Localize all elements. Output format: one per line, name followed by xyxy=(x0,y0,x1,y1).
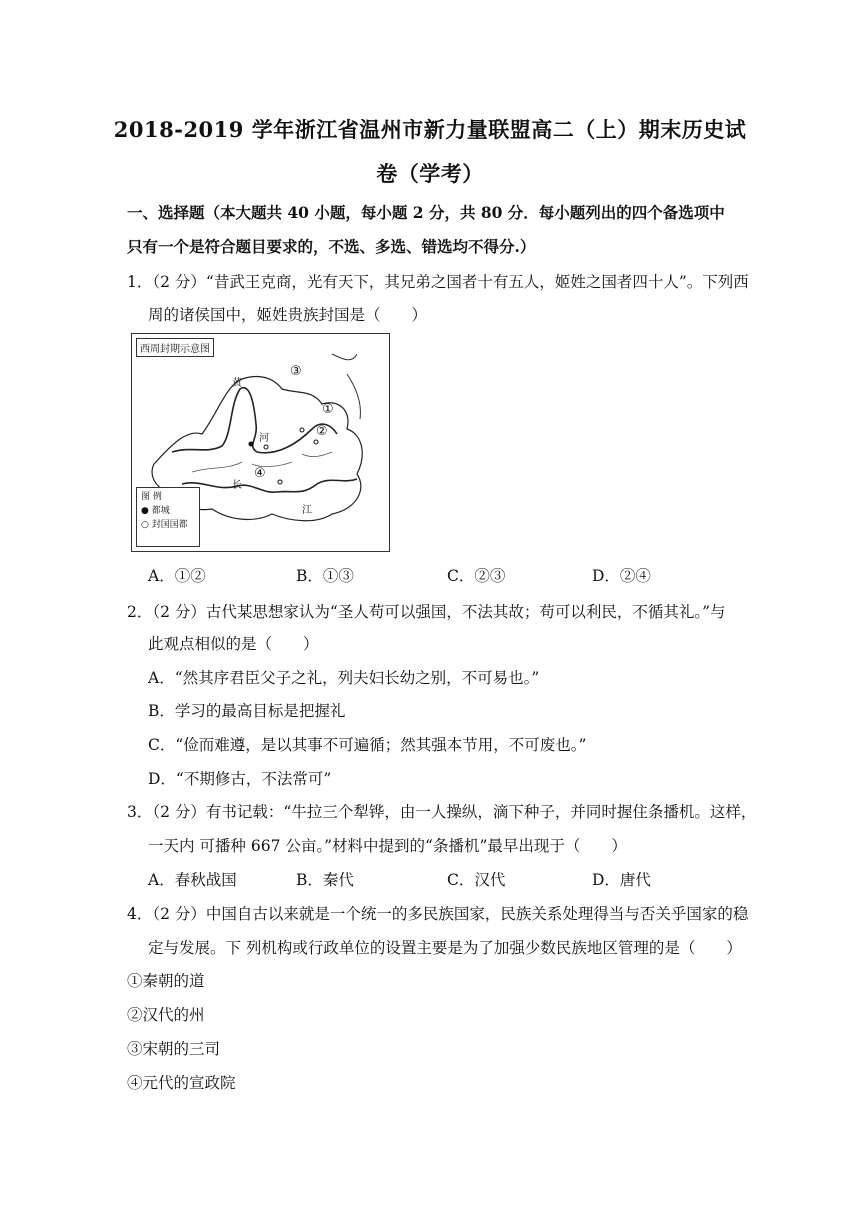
map-legend xyxy=(136,487,200,547)
q4-stem-line1: 4．（2 分）中国自古以来就是一个统一的多民族国家，民族关系处理得当与否关乎国家的稳 xyxy=(127,905,749,923)
q1-option-b[interactable]: B．①③ xyxy=(296,567,354,585)
western-zhou-map xyxy=(131,333,390,552)
exam-title-line1: 2018-2019 学年浙江省温州市新力量联盟高二（上）期末历史试 xyxy=(113,117,747,142)
q2-option-b[interactable]: B．学习的最高目标是把握礼 xyxy=(148,702,346,720)
q2-stem-line1: 2．（2 分）古代某思想家认为“圣人苟可以强国，不法其故；苟可以利民，不循其礼。”与 xyxy=(127,603,726,621)
map-label-he: 河 xyxy=(259,433,269,444)
q1-stem-line1: 1．（2 分）“昔武王克商，光有天下，其兄弟之国者十有五人，姬姓之国者四十人”。下列西 xyxy=(127,273,749,291)
q4-item-1: ①秦朝的道 xyxy=(127,972,205,990)
q3-option-a[interactable]: A．春秋战国 xyxy=(148,871,237,889)
q2-option-a[interactable]: A．“然其序君臣父子之礼，列夫妇长幼之别，不可易也。” xyxy=(148,669,540,687)
q4-item-4: ④元代的宣政院 xyxy=(127,1074,236,1092)
map-label-jiang: 江 xyxy=(302,505,312,516)
q3-option-b[interactable]: B．秦代 xyxy=(296,871,354,889)
section-heading-text: 一、选择题（本大题共 40 小题，每小题 2 分，共 80 分．每小题列出的四个备选项中只有一个是符合题目要求的，不选、多选、错选均不得分.） xyxy=(127,203,725,256)
q1-option-c[interactable]: C．②③ xyxy=(447,567,506,585)
exam-title-line2: 卷（学考） xyxy=(376,161,484,186)
q3-stem-line1: 3．（2 分）有书记载：“牛拉三个犁铧，由一人操纵，滴下种子，并同时握住条播机。这样， xyxy=(127,803,757,821)
map-title: 西周封期示意图 xyxy=(136,338,214,357)
q3-option-c[interactable]: C．汉代 xyxy=(447,871,506,889)
q1-option-a[interactable]: A．①② xyxy=(148,567,206,585)
legend-state-capital: ○ 封国国都 xyxy=(141,520,188,530)
map-marker-4: ④ xyxy=(254,466,266,481)
map-label-chang: 长 xyxy=(232,480,242,491)
section-heading xyxy=(127,196,737,264)
q1-option-d[interactable]: D．②④ xyxy=(592,567,651,585)
map-marker-2: ② xyxy=(316,424,328,439)
q2-option-d[interactable]: D．“不期修古，不法常可” xyxy=(148,770,332,788)
map-label-huang: 黄 xyxy=(232,378,242,389)
q3-stem-line2: 一天内 可播种 667 公亩。”材料中提到的“条播机”最早出现于（ ） xyxy=(148,837,627,855)
map-marker-3: ③ xyxy=(290,364,302,379)
q2-option-c[interactable]: C．“俭而难遵，是以其事不可遍循；然其强本节用，不可废也。” xyxy=(148,736,587,754)
q2-stem-line2: 此观点相似的是（ ） xyxy=(148,635,319,653)
q3-option-d[interactable]: D．唐代 xyxy=(592,871,651,889)
map-marker-1: ① xyxy=(322,402,334,417)
q4-item-3: ③宋朝的三司 xyxy=(127,1040,221,1058)
q4-stem-line2: 定与发展。下 列机构或行政单位的设置主要是为了加强少数民族地区管理的是（ ） xyxy=(148,939,742,957)
q4-item-2: ②汉代的州 xyxy=(127,1006,205,1024)
q1-stem-line2: 周的诸侯国中，姬姓贵族封国是（ ） xyxy=(148,306,428,324)
legend-capital: ● 都城 xyxy=(141,506,170,516)
legend-title: 图 例 xyxy=(141,492,162,502)
